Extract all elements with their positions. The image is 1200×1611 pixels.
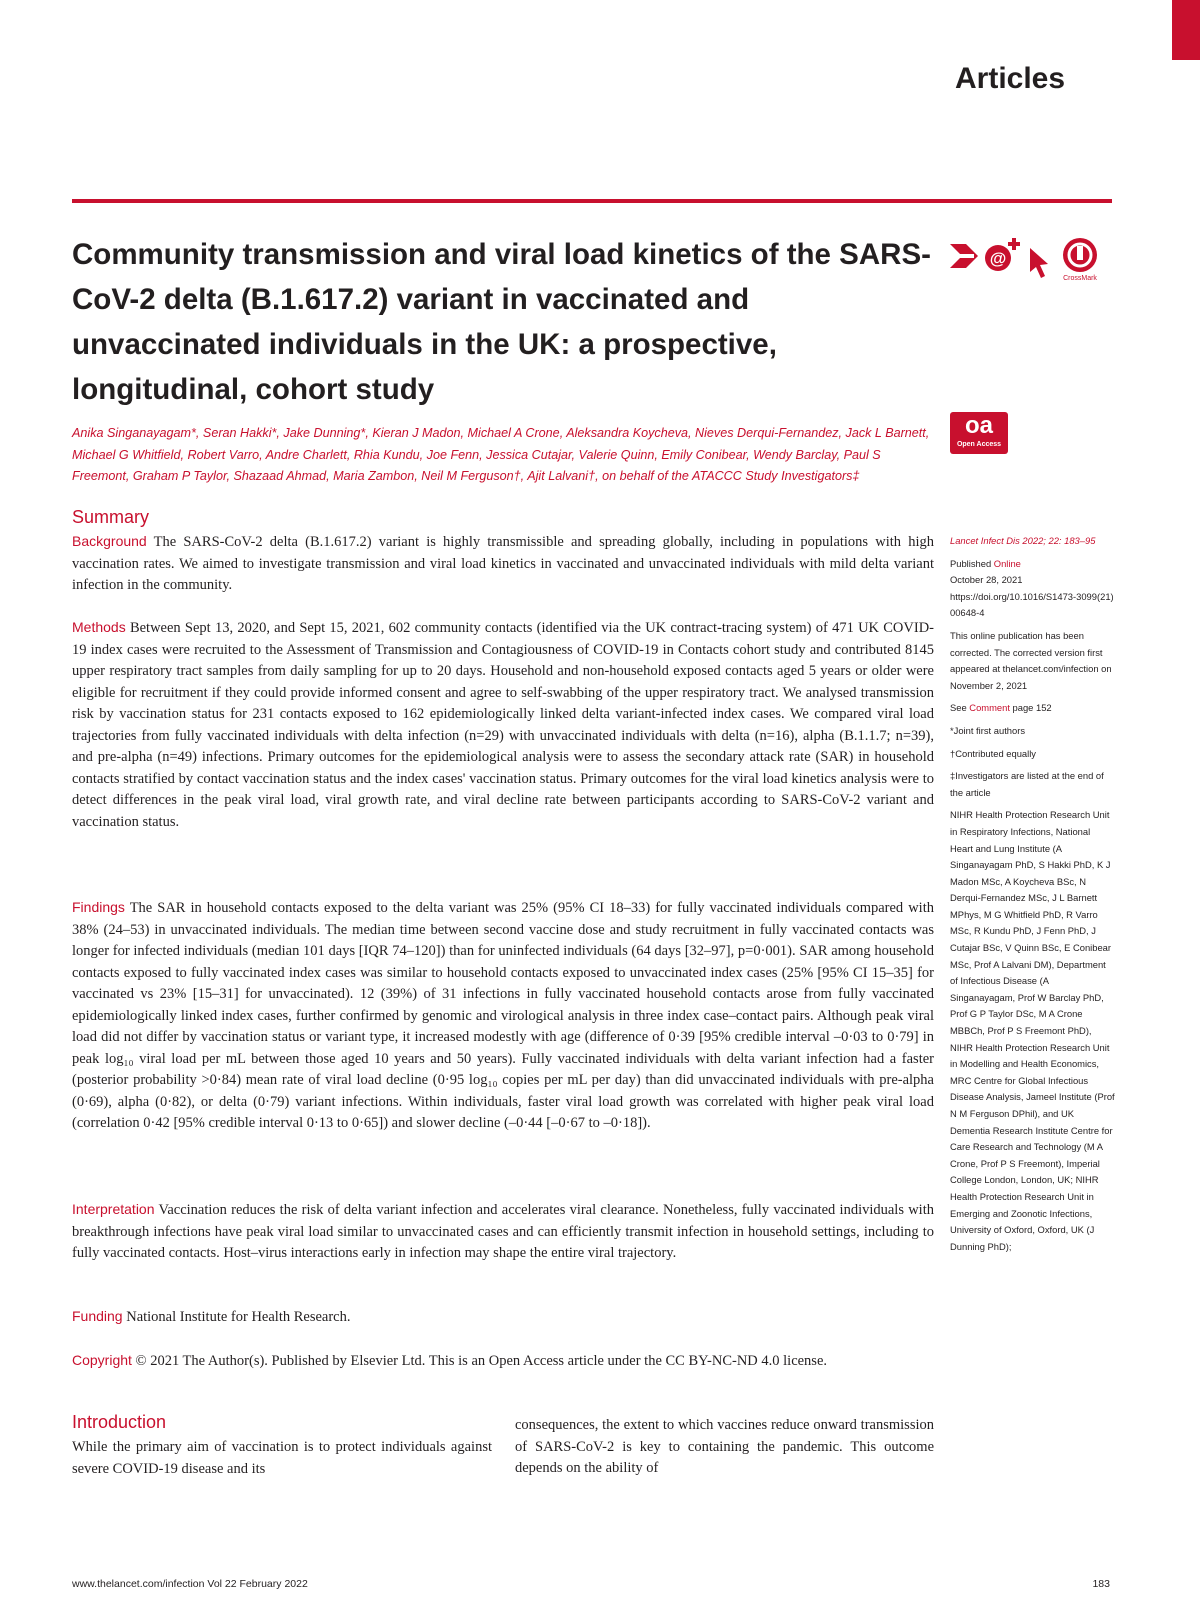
svg-text:@: @ xyxy=(989,249,1007,268)
summary-heading: Summary xyxy=(72,507,150,527)
funding-text: National Institute for Health Research. xyxy=(126,1309,351,1325)
findings-text: The SAR in household contacts exposed to the delta variant was 25% (95% CI 18–33) for fully vaccinated individuals compared with 38% (24–53) in unvaccinated individuals. The median time between second vaccine dose and study recruitment in fully vaccinated contacts was longer for infected individuals (median 101 days [IQR 74–120]) than for uninfected individuals (64 days [32–97], p=0·001). SAR among household contacts exposed to fully vaccinated index cases was similar to household contacts exposed to unvaccinated index cases (25% [95% CI 15–35] for vaccinated vs 23% [15–31] for unvaccinated). 12 (39%) of 31 infections in fully vaccinated household contacts arose from fully vaccinated epidemiologically linked index cases, further confirmed by genomic and virological analysis in three index case–contact pairs. Although peak viral load did not differ by vaccination status or variant type, it increased modestly with age (difference of 0·39 [95% credible interval –0·03 to 0·79] in peak log₁₀ viral load per mL between those aged 10 years and 50 years). Fully vaccinated individuals with delta variant infection had a faster (posterior probability >0·84) mean rate of viral load decline (0·95 log₁₀ copies per mL per day) than did unvaccinated individuals with pre-alpha (0·69), alpha (0·82), or delta (0·79) variant infections. Within individuals, faster viral load growth was correlated with higher peak viral load (correlation 0·42 [95% credible interval 0·13 to 0·65]) and slower decline (–0·44 [–0·67 to –0·18]). xyxy=(72,900,934,1131)
author-list: Anika Singanayagam*, Seran Hakki*, Jake Dunning*, Kieran J Madon, Michael A Crone, Aleksandra Koycheva, Nieves Derqui-Fernandez, Jack L Barnett, Michael G Whitfield, Robert Varro, Andre Charlett, Rhia Kundu, Joe Fenn, Jessica Cutajar, Valerie Quinn, Emily Conibear, Wendy Barclay, Paul S Freemont, Graham P Taylor, Shazaad Ahmad, Maria Zambon, Neil M Ferguson†, Ajit Lalvani†, on behalf of the ATACCC Study Investigators‡ xyxy=(72,426,930,483)
top-divider xyxy=(72,199,1112,203)
summary-funding xyxy=(72,1306,934,1329)
see-suffix: page 152 xyxy=(1009,702,1052,714)
published-date: October 28, 2021 xyxy=(950,574,1023,586)
summary-background xyxy=(72,531,934,597)
background-text: The SARS-CoV-2 delta (B.1.617.2) variant is highly transmissible and spreading globally, including in populations with high vaccination rates. We aimed to investigate transmission and viral load kinetics in vaccinated and unvaccinated individuals with mild delta variant infection in the community. xyxy=(72,534,934,593)
open-access-badge[interactable] xyxy=(950,412,1008,454)
section-label: Articles xyxy=(955,62,1066,95)
see-prefix: See xyxy=(950,702,970,714)
investigators-note: ‡Investigators are listed at the end of the article xyxy=(950,770,1104,798)
introduction-column-1: While the primary aim of vaccination is to protect individuals against severe COVID-19 disease and its xyxy=(72,1439,492,1477)
introduction-column-2: consequences, the extent to which vaccines reduce onward transmission of SARS-CoV-2 is key to containing the pandemic. This outcome depends on the ability of xyxy=(515,1417,934,1476)
funding-label: Funding xyxy=(72,1308,123,1324)
doi-link[interactable]: https://doi.org/10.1016/S1473-3099(21)00648-4 xyxy=(950,590,1114,619)
interpretation-label: Interpretation xyxy=(72,1201,155,1217)
crossmark-label: CrossMark xyxy=(1063,275,1097,282)
crossmark-icon[interactable] xyxy=(1063,238,1097,272)
article-sidebar xyxy=(950,533,1115,1261)
oa-label: oa xyxy=(964,412,993,439)
background-label: Background xyxy=(72,533,147,549)
published-prefix: Published xyxy=(950,557,994,569)
summary-interpretation xyxy=(72,1199,934,1265)
see-comment xyxy=(950,700,1115,717)
badge-icons xyxy=(948,234,1108,282)
footer-url[interactable]: www.thelancet.com/infection Vol 22 February 2022 xyxy=(72,1578,308,1590)
contributed-equally-note: †Contributed equally xyxy=(950,747,1036,759)
summary-methods xyxy=(72,617,934,833)
comment-link[interactable]: Comment xyxy=(969,702,1010,714)
cursor-icon[interactable] xyxy=(1030,248,1048,278)
corner-color-tab xyxy=(1172,0,1200,60)
interpretation-text: Vaccination reduces the risk of delta variant infection and accelerates viral clearance. Nonetheless, fully vaccinated individuals with breakthrough infections have peak viral load similar to unvaccinated cases and can efficiently transmit infection in household settings, including to fully vaccinated contacts. Host–virus interactions early in infection may shape the entire viral trajectory. xyxy=(72,1202,934,1261)
page-number: 183 xyxy=(1092,1578,1110,1590)
affiliations: NIHR Health Protection Research Unit in Respiratory Infections, National Heart and Lung Institute (A Singanayagam PhD, S Hakki PhD, K J Madon MSc, A Koycheva BSc, N Derqui-Fernandez MSc, J L Barnett MPhys, M G Whitfield PhD, R Varro MSc, R Kundu PhD, J Fenn PhD, J Cutajar BSc, V Quinn BSc, E Conibear MSc, Prof A Lalvani DM), Department of Infectious Disease (A Singanayagam, Prof W Barclay PhD, Prof G P Taylor DSc, M A Crone MBBCh, Prof P S Freemont PhD), NIHR Health Protection Research Unit in Modelling and Health Economics, MRC Centre for Global Infectious Disease Analysis, Jameel Institute (Prof N M Ferguson DPhil), and UK Dementia Research Institute Centre for Care Research and Technology (M A Crone, Prof P S Freemont), Imperial College London, London, UK; NIHR Health Protection Research Unit in Emerging and Zoonotic Infections, University of Oxford, Oxford, UK (J Dunning PhD); xyxy=(950,809,1115,1252)
published-online-link[interactable]: Online xyxy=(993,557,1021,569)
copyright-text: © 2021 The Author(s). Published by Elsevier Ltd. This is an Open Access article under the CC BY-NC-ND 4.0 license. xyxy=(135,1353,828,1369)
at-plus-icon[interactable] xyxy=(985,238,1020,271)
methods-label: Methods xyxy=(72,619,126,635)
introduction-heading: Introduction xyxy=(72,1412,167,1432)
oa-sub-label: Open Access xyxy=(956,441,1002,448)
joint-first-note: *Joint first authors xyxy=(950,724,1026,736)
summary-copyright xyxy=(72,1350,934,1373)
correction-note: This online publication has been corrected. The corrected version first appeared at thelancet.com/infection on November 2, 2021 xyxy=(950,629,1112,691)
summary-findings xyxy=(72,897,934,1135)
article-badges xyxy=(948,234,1108,282)
access-arrow-icon[interactable] xyxy=(950,244,978,268)
methods-text: Between Sept 13, 2020, and Sept 15, 2021, 602 community contacts (identified via the UK contract-tracing system) of 471 UK COVID-19 index cases were recruited to the Assessment of Transmission and Contagiousness of COVID-19 in Contacts cohort study and contributed 8145 upper respiratory tract samples from daily sampling for up to 20 days. Household and non-household exposed contacts aged 5 years or older were eligible for recruitment if they could provide informed consent and agree to self-swabbing of the upper respiratory tract. We analysed transmission risk by vaccination status for 231 contacts exposed to 162 epidemiologically linked delta variant-infected index cases. We compared viral load trajectories from fully vaccinated individuals with delta infection (n=29) with unvaccinated individuals with delta (n=16), alpha (B.1.1.7; n=39), and pre-alpha (n=49) infections. Primary outcomes for the epidemiological analysis were to assess the secondary attack rate (SAR) in household contacts stratified by contact vaccination status and the index cases' vaccination status. Primary outcomes for the viral load kinetics analysis were to detect differences in the peak viral load, viral growth rate, and viral decline rate between participants according to SARS-CoV-2 variant and vaccination status. xyxy=(72,620,934,830)
copyright-label: Copyright xyxy=(72,1352,132,1368)
findings-label: Findings xyxy=(72,899,125,915)
publication-info xyxy=(950,556,1115,622)
journal-citation: Lancet Infect Dis 2022; 22: 183–95 xyxy=(950,535,1096,546)
article-title: Community transmission and viral load kinetics of the SARS-CoV-2 delta (B.1.617.2) variant in vaccinated and unvaccinated individuals in the UK: a prospective, longitudinal, cohort study xyxy=(72,238,931,406)
